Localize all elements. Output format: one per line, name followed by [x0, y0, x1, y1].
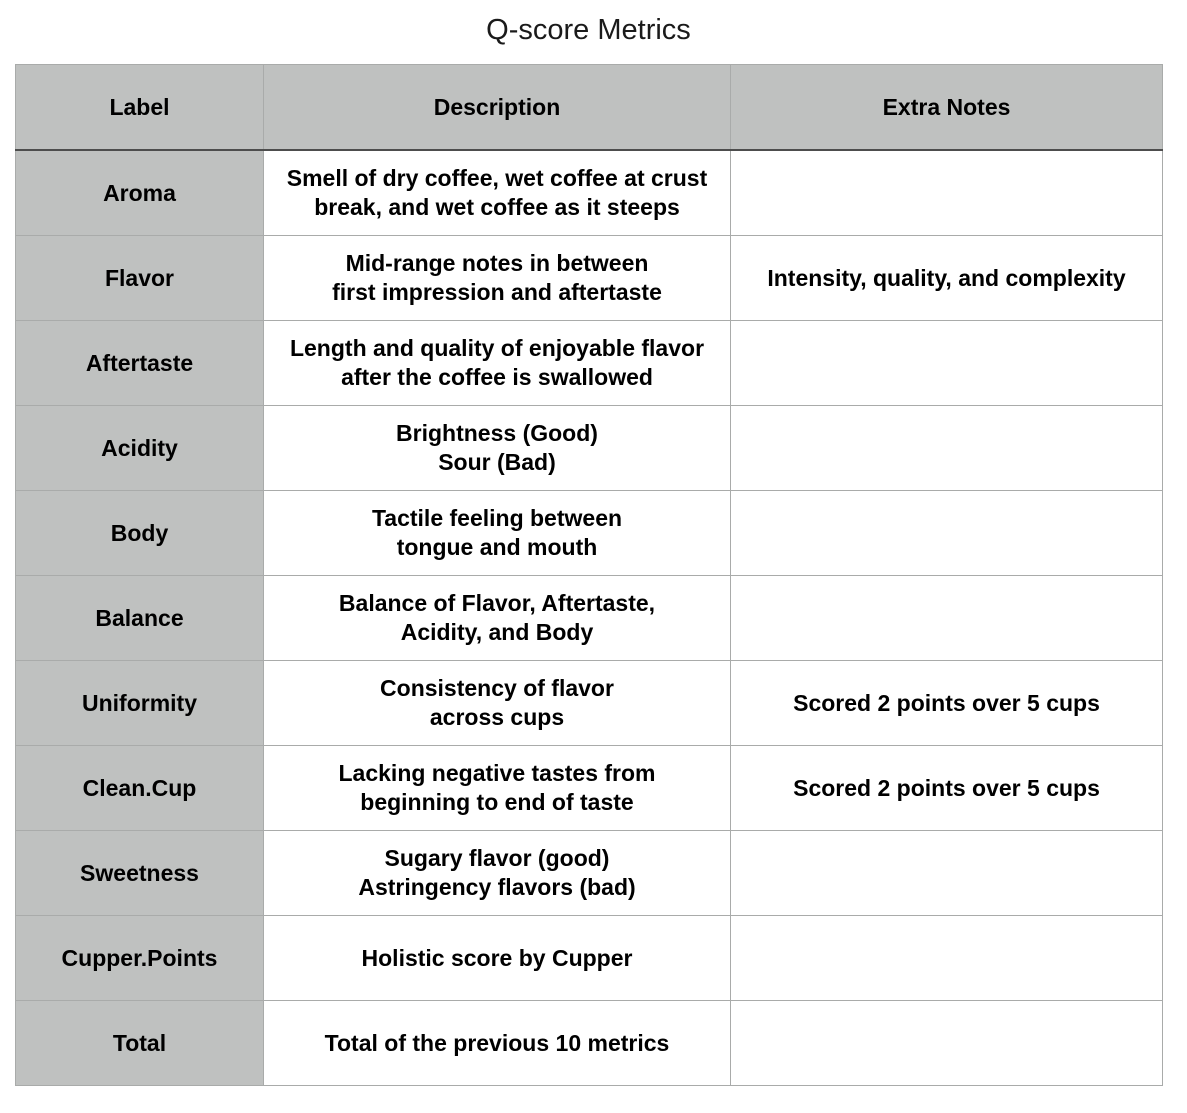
- row-label: Uniformity: [16, 661, 264, 746]
- table-row: [16, 236, 1163, 321]
- row-description: Lacking negative tastes from beginning to end of taste: [264, 746, 731, 831]
- row-notes: Scored 2 points over 5 cups: [731, 746, 1163, 831]
- row-notes: [731, 831, 1163, 916]
- column-header-description: Description: [264, 65, 731, 151]
- row-label: Sweetness: [16, 831, 264, 916]
- row-label: Cupper.Points: [16, 916, 264, 1001]
- row-notes: [731, 491, 1163, 576]
- row-notes: [731, 576, 1163, 661]
- page-title: Q-score Metrics: [486, 14, 691, 46]
- table-row: [16, 831, 1163, 916]
- row-description: Tactile feeling between tongue and mouth: [264, 491, 731, 576]
- row-notes: Scored 2 points over 5 cups: [731, 661, 1163, 746]
- row-description: Holistic score by Cupper: [264, 916, 731, 1001]
- table-row: [16, 406, 1163, 491]
- table-row: [16, 746, 1163, 831]
- row-description: Total of the previous 10 metrics: [264, 1001, 731, 1086]
- row-notes: [731, 321, 1163, 406]
- row-description: Consistency of flavor across cups: [264, 661, 731, 746]
- row-description: Brightness (Good) Sour (Bad): [264, 406, 731, 491]
- row-notes: Intensity, quality, and complexity: [731, 236, 1163, 321]
- row-description: Length and quality of enjoyable flavor after the coffee is swallowed: [264, 321, 731, 406]
- table-row: [16, 150, 1163, 236]
- row-label: Aroma: [16, 150, 264, 236]
- table-row: [16, 1001, 1163, 1086]
- column-header-extra-notes: Extra Notes: [731, 65, 1163, 151]
- row-description: Mid-range notes in between first impression and aftertaste: [264, 236, 731, 321]
- row-label: Balance: [16, 576, 264, 661]
- table-row: [16, 916, 1163, 1001]
- row-label: Clean.Cup: [16, 746, 264, 831]
- row-notes: [731, 150, 1163, 236]
- header-row: [16, 65, 1163, 151]
- row-description: Sugary flavor (good) Astringency flavors (bad): [264, 831, 731, 916]
- table-row: [16, 661, 1163, 746]
- row-description: Smell of dry coffee, wet coffee at crust break, and wet coffee as it steeps: [264, 150, 731, 236]
- row-label: Flavor: [16, 236, 264, 321]
- row-notes: [731, 1001, 1163, 1086]
- metrics-table: [15, 64, 1163, 1086]
- table-row: [16, 491, 1163, 576]
- table-row: [16, 321, 1163, 406]
- table-row: [16, 576, 1163, 661]
- row-notes: [731, 406, 1163, 491]
- row-label: Aftertaste: [16, 321, 264, 406]
- column-header-label: Label: [16, 65, 264, 151]
- row-label: Total: [16, 1001, 264, 1086]
- row-description: Balance of Flavor, Aftertaste, Acidity, and Body: [264, 576, 731, 661]
- row-label: Acidity: [16, 406, 264, 491]
- row-label: Body: [16, 491, 264, 576]
- row-notes: [731, 916, 1163, 1001]
